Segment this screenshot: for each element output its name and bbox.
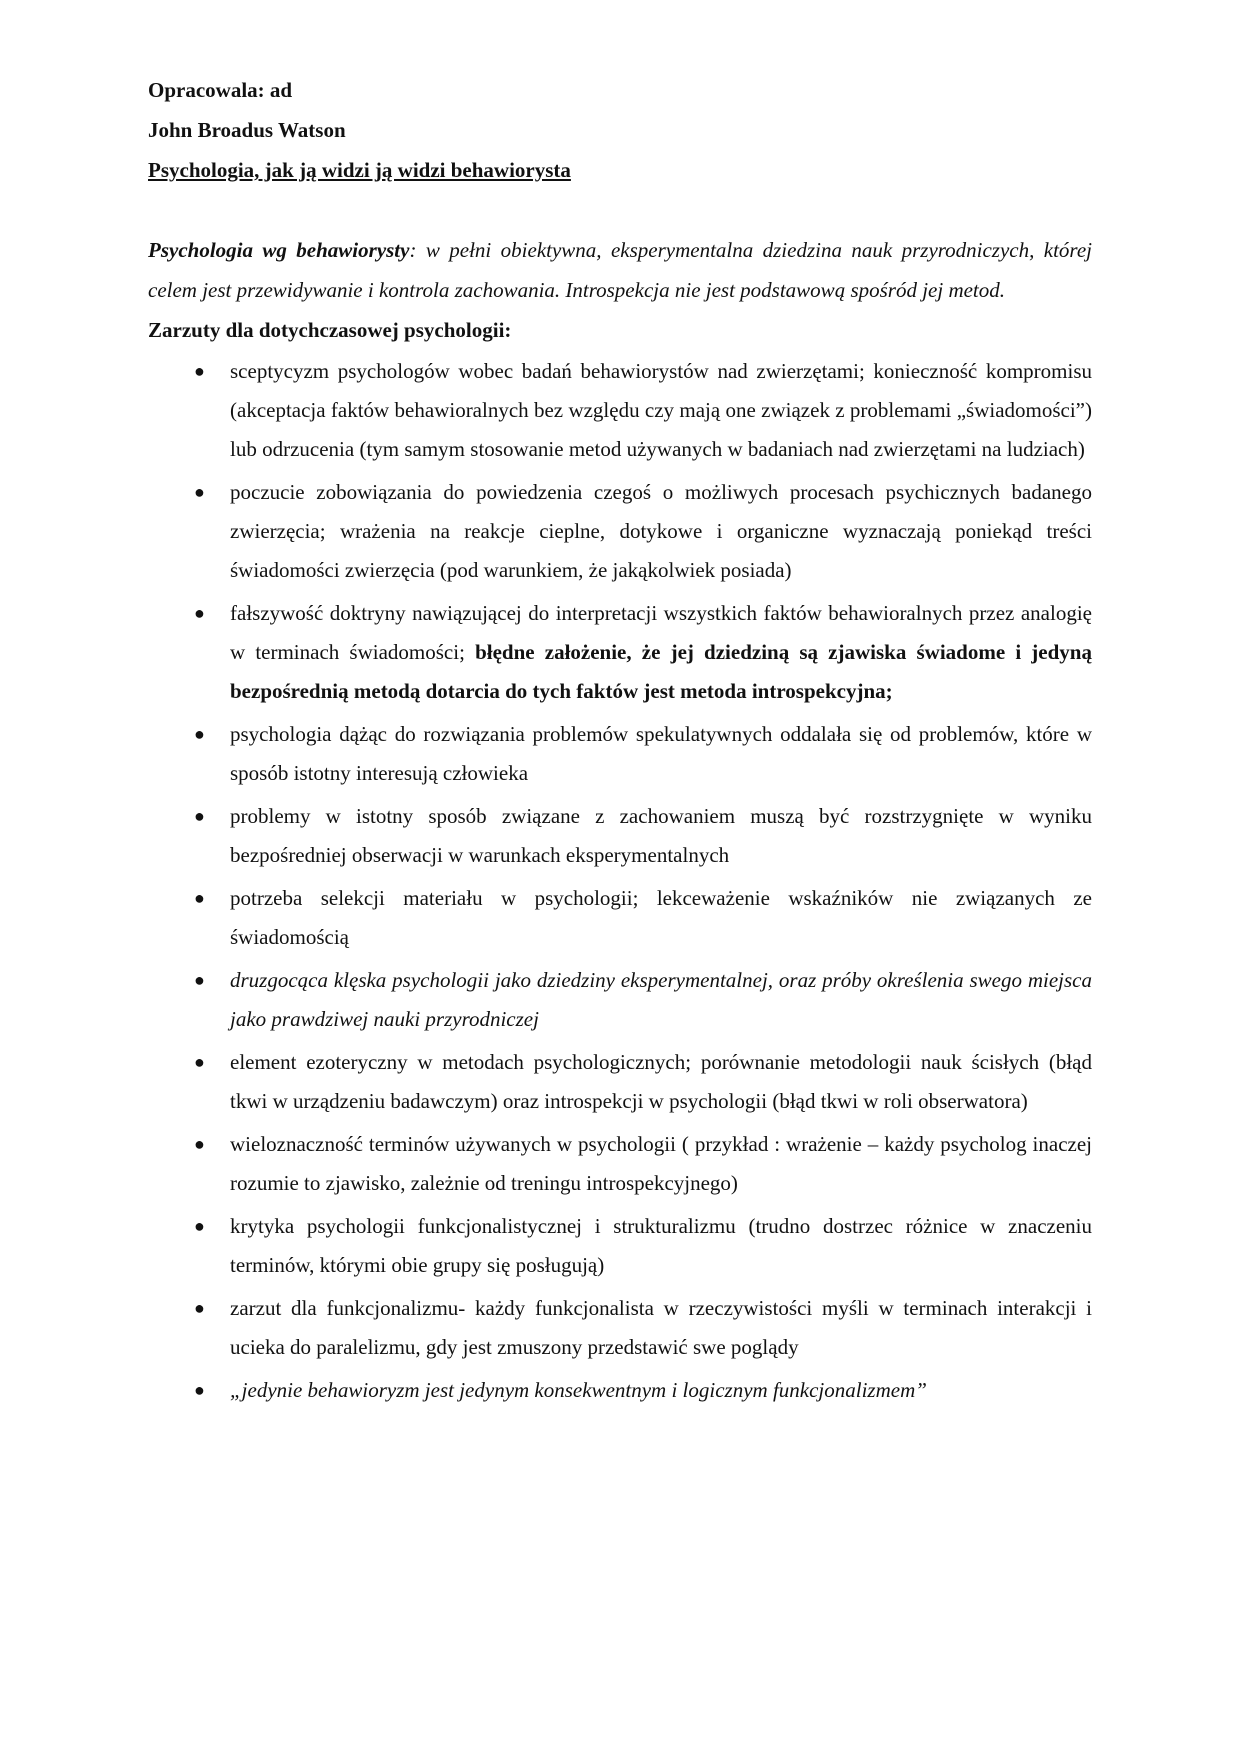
intro-paragraph	[148, 230, 1092, 310]
bullet-icon: ●	[194, 888, 205, 908]
list-item	[148, 1125, 1092, 1203]
list-item	[148, 961, 1092, 1039]
list-item	[148, 715, 1092, 793]
person-name: John Broadus Watson	[148, 118, 346, 142]
bullet-icon: ●	[194, 724, 205, 744]
criticisms-list	[148, 352, 1092, 1410]
list-item	[148, 352, 1092, 469]
bullet-icon: ●	[194, 1216, 205, 1236]
list-item-text: wieloznaczność terminów używanych w psychologii ( przykład : wrażenie – każdy psycholog inaczej rozumie to zjawisko, zależnie od treningu introspekcyjnego)	[230, 1132, 1092, 1195]
intro-definition: : w pełni obiektywna, eksperymentalna dziedzina nauk przyrodniczych, której celem jest przewidywanie i kontrola zachowania. Introspekcja nie jest podstawową spośród jej metod.	[148, 238, 1092, 302]
section-title: Zarzuty dla dotychczasowej psychologii:	[148, 318, 512, 342]
document-title: Psychologia, jak ją widzi ją widzi behawiorysta	[148, 158, 571, 182]
bullet-icon: ●	[194, 970, 205, 990]
list-item	[148, 473, 1092, 590]
intro-term: Psychologia wg behawiorysty	[148, 238, 410, 262]
list-item-italic-text: „jedynie behawioryzm jest jedynym konsekwentnym i logicznym funkcjonalizmem”	[230, 1378, 927, 1402]
document-page	[148, 70, 1092, 1414]
list-item	[148, 879, 1092, 957]
list-item-text: psychologia dążąc do rozwiązania problemów spekulatywnych oddalała się od problemów, które w sposób istotny interesują człowieka	[230, 722, 1092, 785]
bullet-icon: ●	[194, 1134, 205, 1154]
list-item	[148, 1043, 1092, 1121]
list-item	[148, 594, 1092, 711]
list-item-text: sceptycyzm psychologów wobec badań behawiorystów nad zwierzętami; konieczność kompromisu (akceptacja faktów behawioralnych bez względu czy mają one związek z problemami „świadomości”) lub odrzucenia (tym samym stosowanie metod używanych w badaniach nad zwierzętami na ludziach)	[230, 359, 1092, 461]
list-item	[148, 1371, 1092, 1410]
list-item-italic-text: druzgocąca klęska psychologii jako dziedziny eksperymentalnej, oraz próby określenia swego miejsca jako prawdziwej nauki przyrodniczej	[230, 968, 1092, 1031]
bullet-icon: ●	[194, 1052, 205, 1072]
bullet-icon: ●	[194, 806, 205, 826]
list-item-text: problemy w istotny sposób związane z zachowaniem muszą być rozstrzygnięte w wyniku bezpośredniej obserwacji w warunkach eksperymentalnych	[230, 804, 1092, 867]
bullet-icon: ●	[194, 1298, 205, 1318]
list-item	[148, 1289, 1092, 1367]
author-line: Opracowala: ad	[148, 78, 293, 102]
bullet-icon: ●	[194, 361, 205, 381]
list-item-text: krytyka psychologii funkcjonalistycznej i strukturalizmu (trudno dostrzec różnice w znaczeniu terminów, którymi obie grupy się posługują)	[230, 1214, 1092, 1277]
bullet-icon: ●	[194, 1380, 205, 1400]
bullet-icon: ●	[194, 603, 205, 623]
list-item-text: element ezoteryczny w metodach psychologicznych; porównanie metodologii nauk ścisłych (błąd tkwi w urządzeniu badawczym) oraz introspekcji w psychologii (błąd tkwi w roli obserwatora)	[230, 1050, 1092, 1113]
bullet-icon: ●	[194, 482, 205, 502]
list-item-text: potrzeba selekcji materiału w psychologii; lekceważenie wskaźników nie związanych ze świadomością	[230, 886, 1092, 949]
blank-line	[148, 190, 1092, 230]
list-item-bold-text: błędne założenie, że jej dziedziną są zjawiska świadome i jedyną bezpośrednią metodą dotarcia do tych faktów jest metoda introspekcyjna;	[230, 640, 1092, 703]
list-item-text: zarzut dla funkcjonalizmu- każdy funkcjonalista w rzeczywistości myśli w terminach interakcji i ucieka do paralelizmu, gdy jest zmuszony przedstawić swe poglądy	[230, 1296, 1092, 1359]
list-item-text: fałszywość doktryny nawiązującej do interpretacji wszystkich faktów behawioralnych przez analogię w terminach świadomości;	[230, 601, 1092, 664]
list-item	[148, 797, 1092, 875]
list-item	[148, 1207, 1092, 1285]
list-item-text: poczucie zobowiązania do powiedzenia czegoś o możliwych procesach psychicznych badanego zwierzęcia; wrażenia na reakcje cieplne, dotykowe i organiczne wyznaczają poniekąd treści świadomości zwierzęcia (pod warunkiem, że jakąkolwiek posiada)	[230, 480, 1092, 582]
